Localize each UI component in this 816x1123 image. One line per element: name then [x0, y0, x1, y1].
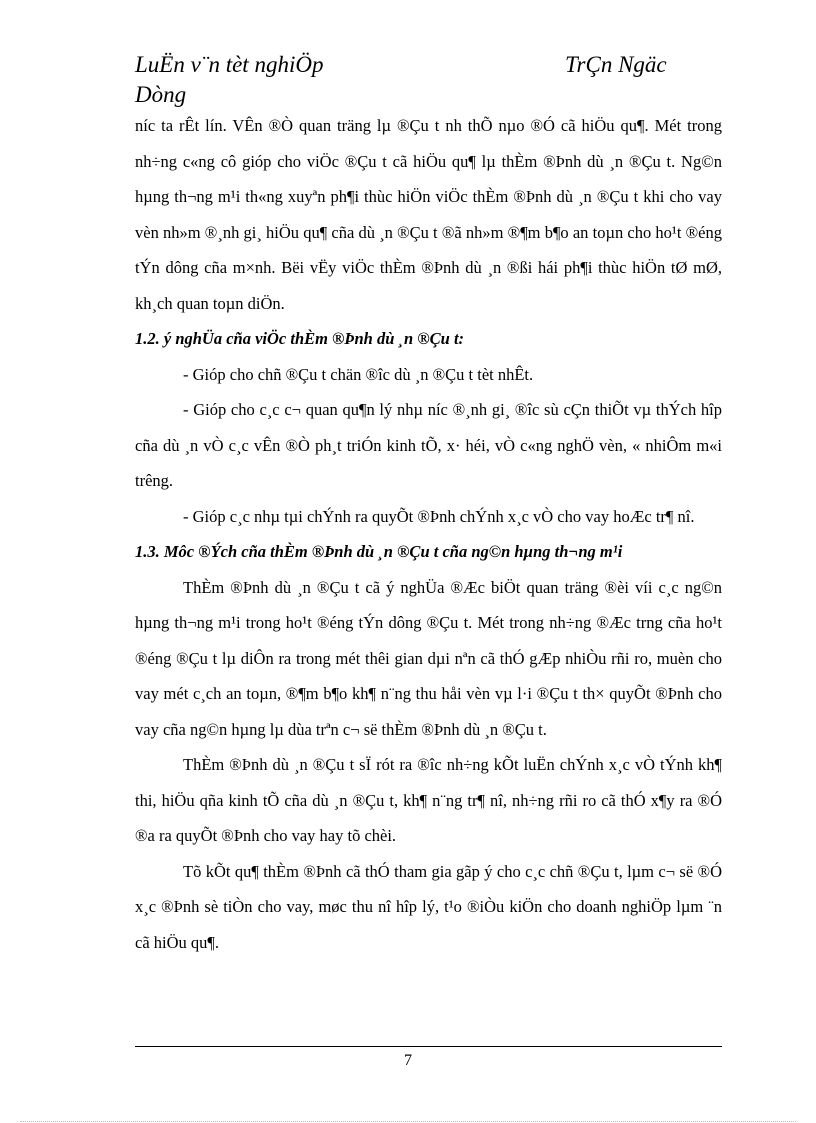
header-title: LuËn v¨n tèt nghiÖp: [135, 52, 324, 77]
page-number: 7: [404, 1052, 412, 1069]
list-item: - Gióp cho chñ ®Çu t chän ®îc dù ¸n ®Çu t tèt nhÊt.: [183, 364, 534, 384]
page-body: [135, 108, 722, 960]
header-author: TrÇn Ngäc: [565, 52, 667, 77]
paragraph: níc ta rÊt lín. VÊn ®Ò quan träng lµ ®Çu t nh thÕ nµo ®Ó cã hiÖu qu¶. Mét trong nh÷ng c«ng cô gióp cho viÖc ®Çu t cã hiÖu qu¶ lµ thÈm ®Þnh dù ¸n ®Çu t. Ng©n hµng th¬ng m¹i th«ng xuyªn ph¶i thùc hiÖn viÖc thÈm ®Þnh dù ¸n ®Çu t khi cho vay vèn nh»m ®¸nh gi¸ hiÖu qu¶ cña dù ¸n ®Çu t ®ã nh»m ®¶m b¶o an toµn cho ho¹t ®éng tÝn dông cña m×nh. Bëi vËy viÖc thÈm ®Þnh dù ¸n ®ßi hái ph¶i thùc hiÖn tØ mØ, kh¸ch quan toµn diÖn.: [135, 116, 722, 313]
section-heading: 1.2. ý nghÜa cña viÖc thÈm ®Þnh dù ¸n ®Çu t:: [135, 329, 465, 348]
header-author-continued: Dòng: [135, 82, 187, 107]
list-item: - Gióp c¸c nhµ tµi chÝnh ra quyÕt ®Þnh chÝnh x¸c vÒ cho vay hoÆc tr¶ nî.: [183, 506, 695, 526]
page-bottom-border: [20, 1121, 796, 1122]
footer-divider: [135, 1046, 722, 1047]
paragraph: ThÈm ®Þnh dù ¸n ®Çu t cã ý nghÜa ®Æc biÖt quan träng ®èi víi c¸c ng©n hµng th¬ng m¹i trong ho¹t ®éng tÝn dông ®Çu t. Mét trong nh÷ng ®Æc trng cña ho¹t ®éng ®Çu t lµ diÔn ra trong mét thêi gian dµi nªn cã thÓ gÆp nhiÒu rñi ro, muèn cho vay mét c¸ch an toµn, ®¶m b¶o kh¶ n¨ng thu håi vèn vµ l·i ®Çu t th× quyÕt ®Þnh cho vay cña ng©n hµng lµ dùa trªn c¬ së thÈm ®Þnh dù ¸n ®Çu t.: [135, 577, 722, 739]
list-item: - Gióp cho c¸c c¬ quan qu¶n lý nhµ níc ®¸nh gi¸ ®îc sù cÇn thiÕt vµ thÝch hîp cña dù ¸n vÒ c¸c vÊn ®Ò ph¸t triÓn kinh tÕ, x· héi, vÒ c«ng nghÖ vèn, « nhiÔm m«i trêng.: [135, 400, 722, 490]
section-heading: 1.3. Môc ®Ých cña thÈm ®Þnh dù ¸n ®Çu t cña ng©n hµng th¬ng m¹i: [135, 542, 623, 561]
paragraph: Tõ kÕt qu¶ thÈm ®Þnh cã thÓ tham gia gãp ý cho c¸c chñ ®Çu t, lµm c¬ së ®Ó x¸c ®Þnh sè tiÒn cho vay, møc thu nî hîp lý, t¹o ®iÒu kiÖn cho doanh nghiÖp lµm ¨n cã hiÖu qu¶.: [135, 861, 722, 952]
paragraph: ThÈm ®Þnh dù ¸n ®Çu t sÏ rót ra ®îc nh÷ng kÕt luËn chÝnh x¸c vÒ tÝnh kh¶ thi, hiÖu qña kinh tÕ cña dù ¸n ®Çu t, kh¶ n¨ng tr¶ nî, nh÷ng rñi ro cã thÓ x¶y ra ®Ó ®a ra quyÕt ®Þnh cho vay hay tõ chèi.: [135, 755, 722, 845]
